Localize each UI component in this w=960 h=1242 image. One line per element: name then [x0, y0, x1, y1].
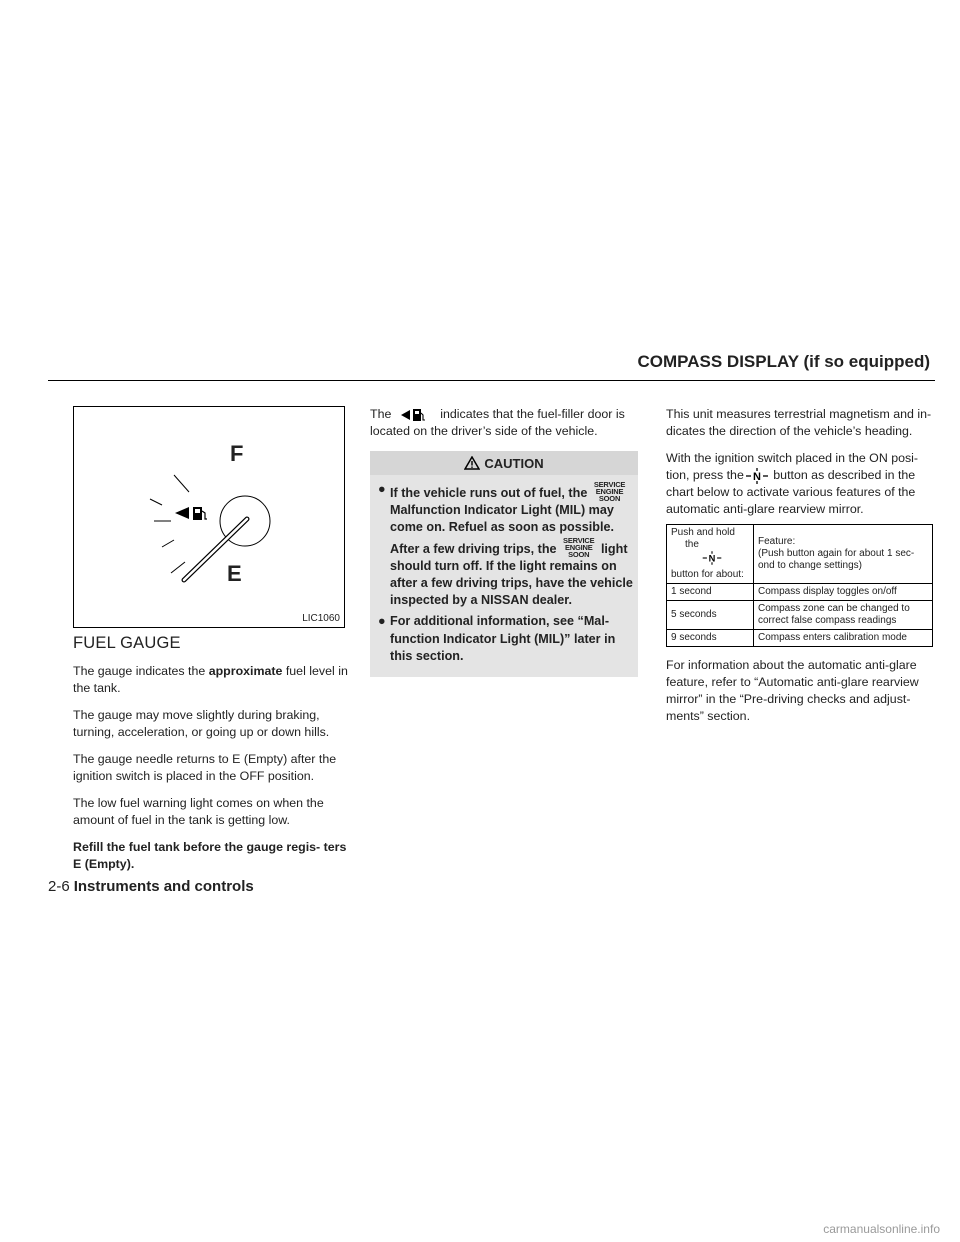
- compass-section: [666, 406, 933, 735]
- gauge-tick: [174, 475, 189, 492]
- svg-text:N: N: [708, 553, 716, 564]
- table-header-cell: Feature: (Push button again for about 1 sec- ond to change settings): [754, 525, 933, 584]
- table-row: [667, 584, 933, 601]
- fuel-gauge-heading: FUEL GAUGE: [73, 634, 181, 652]
- table-header-cell: Push and hold the N button for about:: [667, 525, 754, 584]
- service-engine-soon-icon: SERVICE ENGINE SOON: [593, 480, 626, 503]
- fuel-gauge-illustration: [74, 407, 346, 629]
- fuel-door-arrow: [175, 507, 189, 519]
- page-footer: [48, 878, 254, 895]
- table-cell: Compass zone can be changed to correct false compass readings: [754, 601, 933, 630]
- paragraph: The gauge needle returns to E (Empty) after the ignition switch is placed in the OFF position.: [73, 752, 337, 783]
- page-number: 2-6: [48, 878, 70, 895]
- gauge-tick: [171, 562, 185, 573]
- label-empty: E: [227, 561, 242, 586]
- compass-button-icon: [701, 551, 723, 565]
- service-engine-soon-icon: SERVICE ENGINE SOON: [563, 535, 595, 559]
- chapter-title: Instruments and controls: [73, 878, 254, 895]
- fuel-pump-icon: [193, 507, 207, 520]
- fuel-gauge-section: [73, 634, 353, 883]
- table-cell: 1 second: [667, 584, 754, 601]
- bullet-icon: ●: [378, 614, 386, 629]
- header-rule: [48, 380, 935, 381]
- table-cell: 5 seconds: [667, 601, 754, 630]
- figure-id: LIC1060: [302, 613, 340, 624]
- table-cell: Compass enters calibration mode: [754, 630, 933, 647]
- paragraph: For information about the automatic anti-glare feature, refer to “Automatic anti-glare rearview mirror” in the “Pre-driving checks and adjust- ments” section.: [666, 658, 919, 723]
- caution-item: ● For additional information, see “Mal- function Indicator Light (MIL)” later in this section.: [378, 613, 634, 665]
- table-row: [667, 630, 933, 647]
- gauge-tick: [150, 499, 162, 505]
- section-title: COMPASS DISPLAY (if so equipped): [637, 352, 930, 371]
- watermark: carmanualsonline.info: [823, 1222, 940, 1236]
- label-full: F: [230, 441, 244, 466]
- table-cell: Compass display toggles on/off: [754, 584, 933, 601]
- paragraph: The gauge may move slightly during braking, turning, acceleration, or going up or down hills.: [73, 708, 330, 739]
- paragraph: This unit measures terrestrial magnetism and in- dicates the direction of the vehicle’s heading.: [666, 407, 932, 438]
- paragraph: The low fuel warning light comes on when the amount of fuel in the tank is getting low.: [73, 796, 324, 827]
- gauge-tick: [162, 540, 174, 547]
- caution-box: [370, 451, 638, 677]
- fuel-door-section: [370, 406, 638, 677]
- table-cell: 9 seconds: [667, 630, 754, 647]
- compass-feature-table: [666, 524, 933, 647]
- caution-header: CAUTION: [370, 451, 638, 475]
- bullet-icon: ●: [378, 482, 386, 496]
- table-header-row: [667, 525, 933, 584]
- warning-triangle-icon: [464, 456, 480, 470]
- svg-text:N: N: [752, 470, 761, 483]
- paragraph: With the ignition switch placed in the ON posi- tion, press the N button as described in the chart below to activate various features of the automatic anti-glare rearview mirror.: [666, 451, 919, 516]
- paragraph-bold: Refill the fuel tank before the gauge regis- ters E (Empty).: [73, 840, 347, 871]
- caution-item: ● If the vehicle runs out of fuel, the SERVICE ENGINE SOON Malfunction Indicator Light (MIL) may come on. Refuel as soon as possible. After a few driving trips, the SERVICE ENGINE SOON light should turn off. If the light remains on after a few driving trips, have the vehicle inspected by a NISSAN dealer.: [378, 481, 634, 609]
- paragraph: The indicates that the fuel-filler door is located on the driver’s side of the vehicle.: [370, 407, 625, 438]
- fuel-gauge-figure: [73, 406, 345, 628]
- table-row: [667, 601, 933, 630]
- paragraph: The gauge indicates the approximate fuel level in the tank.: [73, 664, 348, 695]
- fuel-door-indicator-icon: [395, 407, 437, 423]
- compass-button-icon: [744, 468, 770, 484]
